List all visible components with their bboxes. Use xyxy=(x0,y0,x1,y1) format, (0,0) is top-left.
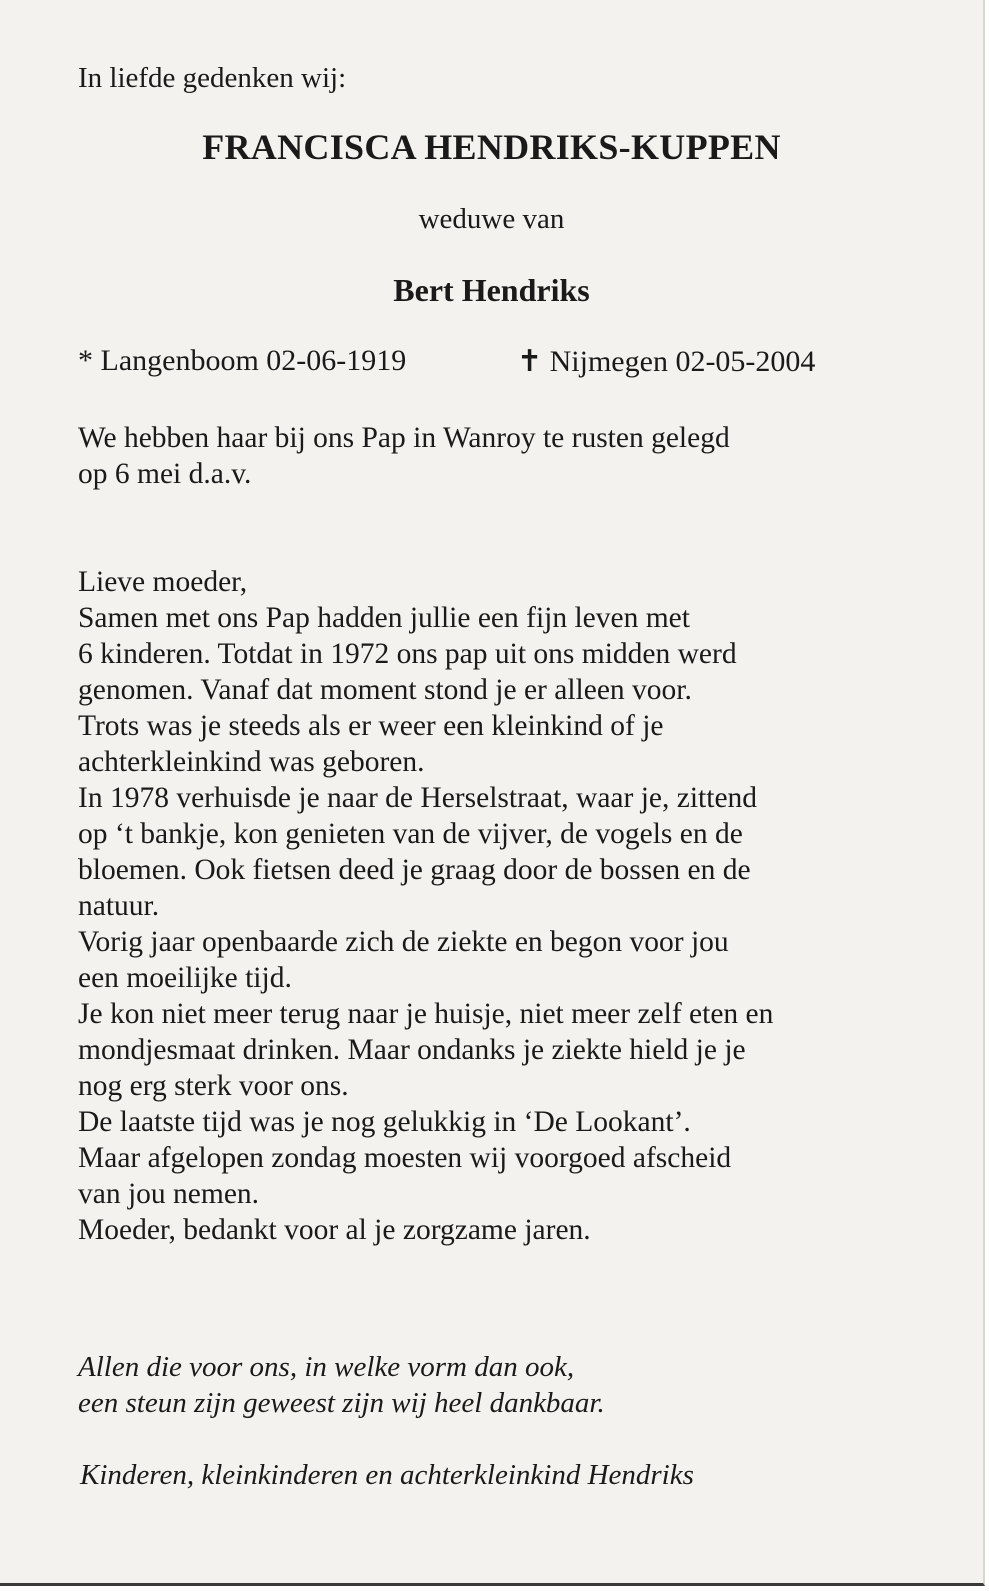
letter-line: Moeder, bedankt voor al je zorgzame jaren. xyxy=(78,1214,591,1246)
death-info: ✝ Nijmegen 02-05-2004 xyxy=(517,345,816,378)
letter-line: Maar afgelopen zondag moesten wij voorgoed afscheid xyxy=(78,1142,732,1174)
letter-line: mondjesmaat drinken. Maar ondanks je ziekte hield je je xyxy=(78,1034,746,1066)
intro-text: In liefde gedenken wij: xyxy=(78,62,347,94)
family-signature: Kinderen, kleinkinderen en achterkleinkind Hendriks xyxy=(80,1459,694,1491)
thanks-line: Allen die voor ons, in welke vorm dan ook, xyxy=(78,1351,575,1383)
letter-line: achterkleinkind was geboren. xyxy=(78,746,425,778)
letter-line: In 1978 verhuisde je naar de Herselstraat, waar je, zittend xyxy=(78,782,758,814)
thanks-paragraph xyxy=(78,1349,605,1421)
letter-line: 6 kinderen. Totdat in 1972 ons pap uit ons midden werd xyxy=(78,638,737,670)
thanks-line: een steun zijn geweest zijn wij heel dankbaar. xyxy=(78,1387,605,1419)
letter-line: Vorig jaar openbaarde zich de ziekte en begon voor jou xyxy=(78,926,729,958)
birth-info: * Langenboom 02-06-1919 xyxy=(78,344,407,377)
burial-paragraph xyxy=(78,420,730,492)
letter-line: De laatste tijd was je nog gelukkig in ‘De Lookant’. xyxy=(78,1106,691,1138)
letter-line: Je kon niet meer terug naar je huisje, niet meer zelf eten en xyxy=(78,998,774,1030)
letter-line: genomen. Vanaf dat moment stond je er alleen voor. xyxy=(78,674,692,706)
letter-line: Trots was je steeds als er weer een kleinkind of je xyxy=(78,710,664,742)
letter-line: van jou nemen. xyxy=(78,1178,260,1210)
letter-line: natuur. xyxy=(78,890,160,922)
letter-line: nog erg sterk voor ons. xyxy=(78,1070,349,1102)
letter-line: Samen met ons Pap hadden jullie een fijn leven met xyxy=(78,602,690,634)
burial-line: op 6 mei d.a.v. xyxy=(78,458,252,490)
burial-line: We hebben haar bij ons Pap in Wanroy te rusten gelegd xyxy=(78,422,730,454)
letter-paragraph xyxy=(78,564,773,1248)
letter-line: bloemen. Ook fietsen deed je graag door de bossen en de xyxy=(78,854,751,886)
husband-name: Bert Hendriks xyxy=(393,272,590,308)
letter-line: een moeilijke tijd. xyxy=(78,962,292,994)
letter-line: Lieve moeder, xyxy=(78,566,248,598)
widow-of-text: weduwe van xyxy=(418,203,565,235)
deceased-name: FRANCISCA HENDRIKS-KUPPEN xyxy=(202,127,781,167)
letter-line: op ‘t bankje, kon genieten van de vijver, de vogels en de xyxy=(78,818,743,850)
